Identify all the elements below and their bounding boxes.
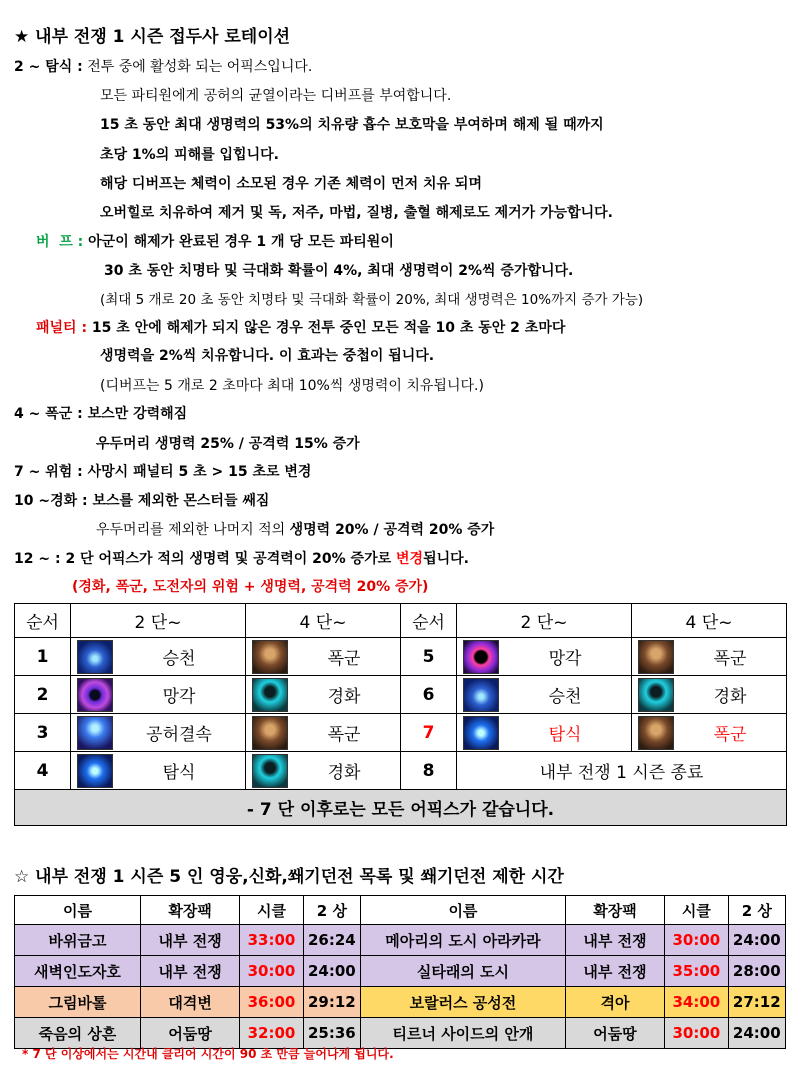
dungeon-header-timer: 시클 <box>240 896 303 925</box>
buff-line: (최대 5 개로 20 초 동안 치명타 및 극대화 확률이 20%, 최대 생명력은 10%까지 증가 가능) <box>100 292 644 308</box>
rotation-row <box>15 752 787 790</box>
rotation-order: 1 <box>15 638 71 676</box>
affix-peril-level: 7 ~ 위험 : <box>14 464 83 480</box>
afflicted-icon <box>77 754 113 788</box>
penalty-line: 생명력을 2%씩 치유합니다. 이 효과는 중첩이 됩니다. <box>100 348 435 364</box>
affix-twelve <box>14 549 469 569</box>
dungeon-row <box>15 956 786 987</box>
dungeon-section-title: ☆ 내부 전쟁 1 시즌 5 인 영웅,신화,쐐기던전 목록 및 쐐기던전 제한 시간 <box>14 867 564 887</box>
dungeon-row <box>15 987 786 1018</box>
voidbound-icon <box>77 716 113 750</box>
dungeon-row <box>15 925 786 956</box>
dungeon-expansion: 내부 전쟁 <box>565 925 664 956</box>
rotation-affix-cell <box>71 676 246 714</box>
affix-afflicted-line: 모든 파티원에게 공허의 균열이라는 디버프를 부여합니다. <box>100 88 452 104</box>
dungeon-row <box>15 1018 786 1049</box>
affix-twelve-level: 12 ~ : <box>14 551 61 567</box>
affix-afflicted-intro-text: 전투 중에 활성화 되는 어픽스입니다. <box>87 59 313 75</box>
dungeon-name: 티르너 사이드의 안개 <box>361 1018 566 1049</box>
dungeon-two-chest: 27:12 <box>728 987 785 1018</box>
affix-afflicted-line: 15 초 동안 최대 생명력의 53%의 치유량 흡수 보호막을 부여하며 해제 될 때까지 <box>100 117 604 133</box>
affix-afflicted-level: 2 ~ 탐식 : <box>14 59 83 75</box>
rotation-affix-cell <box>246 714 401 752</box>
rotation-affix: 폭군 <box>327 725 361 745</box>
rotation-affix: 공허결속 <box>146 725 212 745</box>
rotation-affix-cell <box>632 638 787 676</box>
dungeon-timer: 35:00 <box>665 956 728 987</box>
rotation-affix: 경화 <box>713 687 747 707</box>
buff-label: 버 프 : <box>36 234 84 250</box>
dungeon-two-chest: 24:00 <box>303 956 360 987</box>
dungeon-expansion: 대격변 <box>140 987 239 1018</box>
dungeon-name: 바위금고 <box>15 925 141 956</box>
dungeon-two-chest: 28:00 <box>728 956 785 987</box>
affix-afflicted-intro <box>14 57 312 77</box>
rotation-header-level4: 4 단~ <box>246 604 401 638</box>
affix-peril-desc: 사망시 패널티 5 초 > 15 초로 변경 <box>87 464 312 480</box>
dungeon-header-name: 이름 <box>15 896 141 925</box>
ascendant-icon <box>463 678 499 712</box>
tyrannical-icon <box>252 716 288 750</box>
rotation-header-order: 순서 <box>15 604 71 638</box>
penalty-line: 15 초 안에 해제가 되지 않은 경우 전투 중인 모든 적을 10 초 동안 2 초마다 <box>91 320 566 336</box>
afflicted-icon <box>463 716 499 750</box>
penalty-line: (디버프는 5 개로 2 초마다 최대 10%씩 생명력이 치유됩니다.) <box>100 378 484 394</box>
tyrannical-icon <box>252 640 288 674</box>
dungeon-expansion: 어둠땅 <box>140 1018 239 1049</box>
rotation-affix-cell <box>246 638 401 676</box>
dungeon-name: 보랄러스 공성전 <box>361 987 566 1018</box>
rotation-affix-cell <box>71 752 246 790</box>
dungeon-header-row <box>15 896 786 925</box>
affix-twelve-desc-red: 변경 <box>396 551 424 567</box>
oblivion-icon <box>77 678 113 712</box>
dungeon-timer: 30:00 <box>665 925 728 956</box>
rotation-header-row <box>15 604 787 638</box>
dungeon-name: 실타래의 도시 <box>361 956 566 987</box>
dungeon-name: 죽음의 상흔 <box>15 1018 141 1049</box>
rotation-order: 3 <box>15 714 71 752</box>
tyrannical-icon <box>638 640 674 674</box>
dungeon-timer: 30:00 <box>240 956 303 987</box>
dungeon-name: 메아리의 도시 아라카라 <box>361 925 566 956</box>
affix-tyrannical-detail: 우두머리 생명력 25% / 공격력 15% 증가 <box>96 436 360 452</box>
affix-tyrannical-level: 4 ~ 폭군 : <box>14 406 83 422</box>
rotation-footer-row <box>15 790 787 826</box>
dungeon-header-expansion: 확장팩 <box>565 896 664 925</box>
rotation-affix: 망각 <box>162 687 196 707</box>
affix-fortified-detail-bold: 생명력 20% / 공격력 20% 증가 <box>289 522 495 538</box>
dungeon-two-chest: 29:12 <box>303 987 360 1018</box>
rotation-order: 2 <box>15 676 71 714</box>
affix-twelve-desc-post: 됩니다. <box>423 551 469 567</box>
rotation-order: 8 <box>401 752 457 790</box>
dungeon-timer: 33:00 <box>240 925 303 956</box>
buff-line: 아군이 해제가 완료된 경우 1 개 당 모든 파티원이 <box>88 234 394 250</box>
dungeon-header-two-chest: 2 상 <box>728 896 785 925</box>
affix-fortified-detail <box>96 520 494 540</box>
page-title: ★ 내부 전쟁 1 시즌 접두사 로테이션 <box>14 27 291 47</box>
rotation-season-end: 내부 전쟁 1 시즌 종료 <box>457 752 787 790</box>
rotation-affix: 망각 <box>548 649 582 669</box>
rotation-header-level4: 4 단~ <box>632 604 787 638</box>
affix-twelve-desc-pre: 2 단 어픽스가 적의 생명력 및 공격력이 20% 증가로 <box>65 551 396 567</box>
rotation-affix: 탐식 <box>162 763 196 783</box>
dungeon-two-chest: 26:24 <box>303 925 360 956</box>
rotation-order: 6 <box>401 676 457 714</box>
rotation-affix: 경화 <box>327 687 361 707</box>
rotation-header-order: 순서 <box>401 604 457 638</box>
dungeon-header-two-chest: 2 상 <box>303 896 360 925</box>
rotation-order-highlight: 7 <box>401 714 457 752</box>
dungeon-timer: 36:00 <box>240 987 303 1018</box>
dungeon-header-name: 이름 <box>361 896 566 925</box>
dungeon-timer: 34:00 <box>665 987 728 1018</box>
affix-peril <box>14 462 311 482</box>
rotation-affix-cell <box>71 638 246 676</box>
dungeon-expansion: 격아 <box>565 987 664 1018</box>
dungeon-expansion: 내부 전쟁 <box>565 956 664 987</box>
dungeon-expansion: 내부 전쟁 <box>140 956 239 987</box>
rotation-row <box>15 714 787 752</box>
rotation-row <box>15 676 787 714</box>
affix-afflicted-line: 해당 디버프는 체력이 소모된 경우 기존 체력이 먼저 치유 되며 <box>100 176 482 192</box>
dungeon-two-chest: 25:36 <box>303 1018 360 1049</box>
fortified-icon <box>252 678 288 712</box>
penalty-section <box>36 318 565 338</box>
affix-fortified <box>14 491 269 511</box>
rotation-footer: - 7 단 이후로는 모든 어픽스가 같습니다. <box>15 790 787 826</box>
ascendant-icon <box>77 640 113 674</box>
fortified-icon <box>252 754 288 788</box>
rotation-affix-cell <box>246 752 401 790</box>
rotation-affix-cell <box>632 714 787 752</box>
affix-fortified-detail-pre: 우두머리를 제외한 나머지 적의 <box>96 522 290 538</box>
dungeon-expansion: 어둠땅 <box>565 1018 664 1049</box>
rotation-affix: 승천 <box>548 687 582 707</box>
rotation-affix-cell <box>246 676 401 714</box>
dungeon-timer-note: * 7 단 이상에서는 시간내 클리어 시간이 90 초 만큼 늘어나게 됩니다. <box>22 1047 394 1061</box>
affix-fortified-desc: 보스를 제외한 몬스터들 쌔짐 <box>92 493 270 509</box>
dungeon-two-chest: 24:00 <box>728 925 785 956</box>
rotation-affix-cell <box>457 676 632 714</box>
dungeon-timer: 32:00 <box>240 1018 303 1049</box>
oblivion-icon <box>463 640 499 674</box>
dungeon-table <box>14 895 786 1049</box>
rotation-affix-highlight: 폭군 <box>713 725 747 745</box>
rotation-affix-highlight: 탐식 <box>548 725 582 745</box>
affix-afflicted-line: 오버힐로 치유하여 제거 및 독, 저주, 마법, 질병, 출혈 해제로도 제거가 가능합니다. <box>100 205 613 221</box>
dungeon-name: 새벽인도자호 <box>15 956 141 987</box>
rotation-order: 5 <box>401 638 457 676</box>
dungeon-name: 그림바톨 <box>15 987 141 1018</box>
dungeon-two-chest: 24:00 <box>728 1018 785 1049</box>
buff-section <box>36 232 394 252</box>
penalty-label: 패널티 : <box>36 320 88 336</box>
affix-afflicted-line: 초당 1%의 피해를 입힙니다. <box>100 147 279 163</box>
rotation-order: 4 <box>15 752 71 790</box>
dungeon-timer: 30:00 <box>665 1018 728 1049</box>
rotation-affix-cell <box>457 638 632 676</box>
affix-tyrannical-desc: 보스만 강력해짐 <box>87 406 188 422</box>
affix-tyrannical <box>14 404 187 424</box>
affix-twelve-note: (경화, 폭군, 도전자의 위험 + 생명력, 공격력 20% 증가) <box>72 579 429 595</box>
dungeon-header-timer: 시클 <box>665 896 728 925</box>
rotation-affix-cell <box>457 714 632 752</box>
rotation-table <box>14 603 787 826</box>
dungeon-header-expansion: 확장팩 <box>140 896 239 925</box>
rotation-header-level2: 2 단~ <box>71 604 246 638</box>
affix-fortified-level: 10 ~경화 : <box>14 493 88 509</box>
rotation-affix-cell <box>71 714 246 752</box>
rotation-affix: 경화 <box>327 763 361 783</box>
rotation-header-level2: 2 단~ <box>457 604 632 638</box>
fortified-icon <box>638 678 674 712</box>
rotation-affix: 승천 <box>162 649 196 669</box>
rotation-row <box>15 638 787 676</box>
dungeon-expansion: 내부 전쟁 <box>140 925 239 956</box>
rotation-affix: 폭군 <box>713 649 747 669</box>
buff-line: 30 초 동안 치명타 및 극대화 확률이 4%, 최대 생명력이 2%씩 증가합니다. <box>104 263 574 279</box>
rotation-affix: 폭군 <box>327 649 361 669</box>
tyrannical-icon <box>638 716 674 750</box>
rotation-affix-cell <box>632 676 787 714</box>
